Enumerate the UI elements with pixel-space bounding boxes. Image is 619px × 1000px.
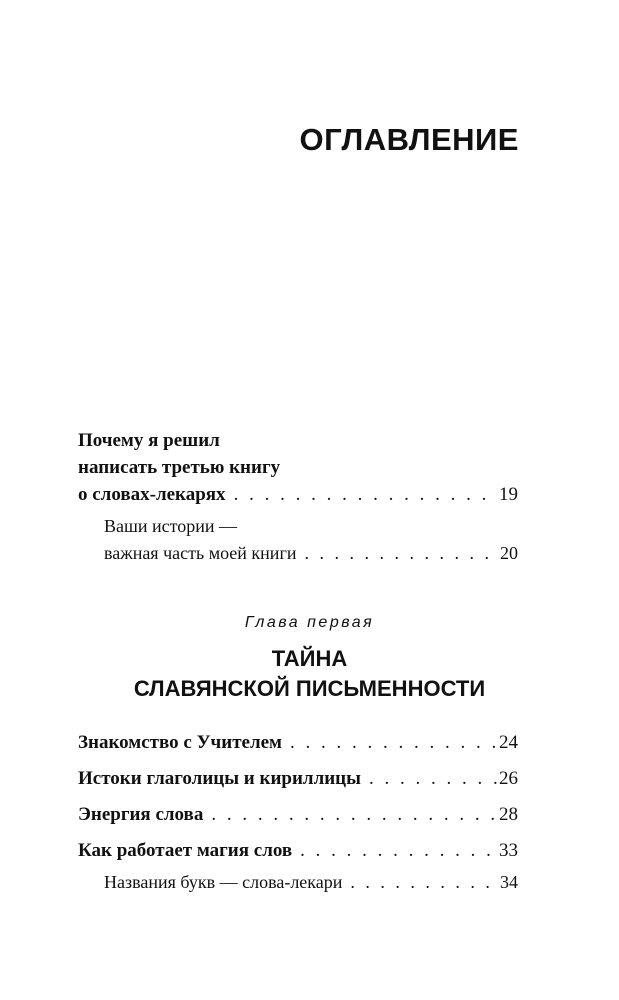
toc-entry-your-stories[interactable]: [78, 513, 518, 567]
chapter-title-line1: ТАЙНА: [271, 646, 348, 671]
page-number: 34: [500, 872, 518, 892]
toc-entry-meeting-teacher[interactable]: [78, 729, 518, 756]
page-number: 26: [499, 768, 518, 789]
toc-entry-title: Энергия слова: [78, 804, 204, 825]
toc-entry-origins-scripts[interactable]: [78, 765, 518, 792]
toc-entry-title: Истоки глаголицы и кириллицы: [78, 768, 361, 789]
dot-leader: [369, 765, 497, 792]
page-number: 20: [500, 543, 518, 563]
toc-entry-title: Названия букв — слова-лекари: [104, 872, 343, 892]
page-number: 24: [499, 732, 518, 753]
page-number: 19: [499, 484, 518, 505]
dot-leader: [234, 481, 497, 508]
toc-chapter-section: [78, 729, 518, 896]
page-number: 33: [499, 840, 518, 861]
chapter-heading: [0, 614, 619, 704]
toc-entry-title-line: важная часть моей книги: [104, 543, 297, 563]
chapter-label: Глава первая: [244, 614, 375, 631]
toc-entry-title: Как работает магия слов: [78, 840, 293, 861]
toc-entry-title-line: о словах-лекарях: [78, 484, 226, 505]
dot-leader: [304, 540, 498, 567]
dot-leader: [290, 729, 497, 756]
toc-entry-title-line: написать третью книгу: [78, 457, 281, 478]
toc-intro-section: [78, 427, 518, 567]
dot-leader: [300, 837, 497, 864]
toc-entry-title-line: Почему я решил: [78, 430, 220, 451]
toc-entry-intro[interactable]: [78, 427, 518, 508]
page-title: ОГЛАВЛЕНИЕ: [299, 122, 519, 157]
toc-entry-title: Знакомство с Учителем: [78, 732, 282, 753]
dot-leader: [350, 869, 498, 896]
toc-entry-title-line: Ваши истории —: [104, 516, 238, 536]
toc-entry-word-magic[interactable]: [78, 837, 518, 864]
page-number: 28: [499, 804, 518, 825]
dot-leader: [211, 801, 497, 828]
toc-entry-letter-names[interactable]: [78, 869, 518, 896]
toc-entry-word-energy[interactable]: [78, 801, 518, 828]
chapter-title-line2: СЛАВЯНСКОЙ ПИСЬМЕННОСТИ: [133, 676, 486, 701]
